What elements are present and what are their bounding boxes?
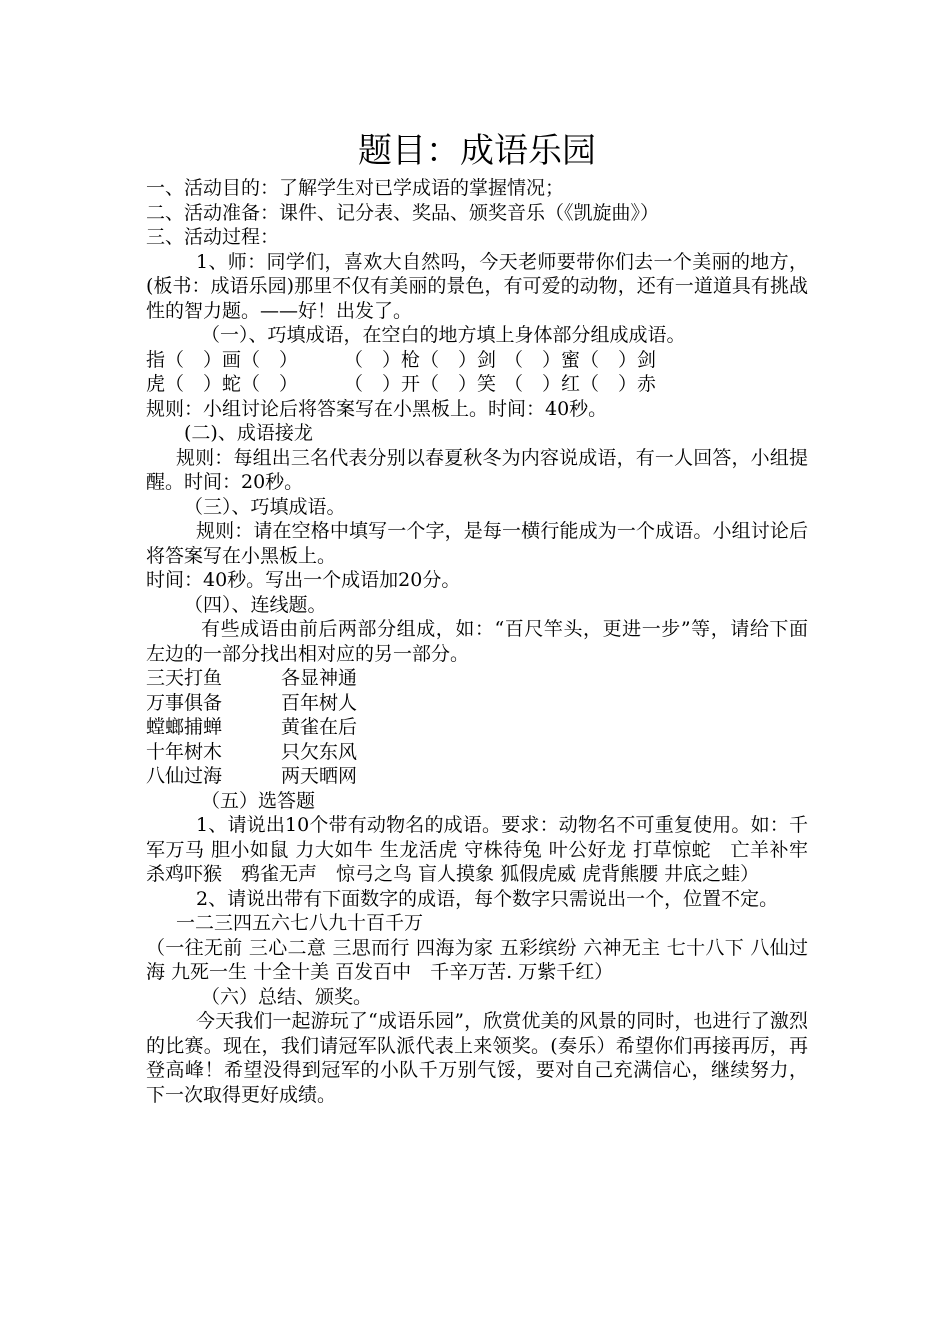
section3-title: （三）、巧填成语。 bbox=[184, 495, 346, 518]
section6-text: 今天我们一起游玩了“成语乐园”，欣赏优美的风景的同时，也进行了激烈的比赛。现在，我们请冠军队派代表上来领奖。(奏乐）希望你们再接再厉，再登高峰！希望没得到冠军的小队千万别气馁，要对自己充满信心，继续努力，下一次取得更好成绩。 bbox=[146, 1010, 808, 1106]
section5-question2: 2、请说出带有下面数字的成语，每个数字只需说出一个，位置不定。 bbox=[196, 887, 779, 910]
section1-row1 bbox=[146, 348, 808, 373]
blank-item: 指（ ）画（ ） bbox=[146, 348, 299, 371]
section4-title: （四）、连线题。 bbox=[184, 593, 327, 616]
match-right: 各显神通 bbox=[281, 667, 358, 689]
match-right: 两天晒网 bbox=[281, 765, 358, 787]
section6-title: （六）总结、颁奖。 bbox=[201, 985, 373, 1008]
match-left: 三天打鱼 bbox=[146, 667, 223, 689]
match-row bbox=[146, 764, 808, 789]
match-left: 十年树木 bbox=[146, 740, 223, 763]
document-page bbox=[146, 128, 828, 1107]
match-left: 八仙过海 bbox=[146, 765, 223, 787]
blank-item: 虎（ ）蛇（ ） bbox=[146, 373, 299, 395]
match-right: 黄雀在后 bbox=[281, 716, 358, 738]
blank-item: （ ）枪（ ）剑 bbox=[344, 348, 497, 371]
process-line: 三、活动过程： bbox=[146, 226, 280, 248]
match-right: 只欠东风 bbox=[281, 740, 358, 763]
intro-paragraph: 1、师：同学们，喜欢大自然吗，今天老师要带你们去一个美丽的地方，(板书：成语乐园)那里不仅有美丽的景色，有可爱的动物，还有一道道具有挑战性的智力题。——好！出发了。 bbox=[146, 250, 808, 322]
match-row bbox=[146, 715, 808, 740]
match-left: 万事俱备 bbox=[146, 691, 223, 714]
match-right: 百年树人 bbox=[281, 691, 358, 714]
section4-desc: 有些成语由前后两部分组成，如：“百尺竿头，更进一步”等，请给下面左边的一部分找出相对应的另一部分。 bbox=[146, 618, 808, 665]
blank-item: （ ）蜜（ ）剑 bbox=[504, 348, 657, 371]
page-title: 题目：成语乐园 bbox=[358, 131, 596, 171]
match-left: 螳螂捕蝉 bbox=[146, 716, 223, 738]
section2-title: (二)、成语接龙 bbox=[184, 422, 313, 444]
section3-time: 时间：40秒。写出一个成语加20分。 bbox=[146, 569, 461, 591]
prep-line: 二、活动准备：课件、记分表、奖品、颁奖音乐（《凯旋曲》） bbox=[146, 201, 660, 224]
match-row bbox=[146, 740, 808, 765]
section5-numbers: 一二三四五六七八九十百千万 bbox=[176, 912, 424, 934]
section1-rule: 规则：小组讨论后将答案写在小黑板上。时间：40秒。 bbox=[146, 397, 608, 420]
section1-row2 bbox=[146, 372, 808, 397]
section5-title: （五）选答题 bbox=[201, 789, 316, 812]
section5-question1: 1、请说出10个带有动物名的成语。要求：动物名不可重复使用。如：千军万马 胆小如鼠 力大如牛 生龙活虎 守株待兔 叶公好龙 打草惊蛇 亡羊补牢 杀鸡吓猴 鸦雀无声 惊弓之鸟 盲人摸象 狐假虎威 虎背熊腰 井底之蛙） bbox=[146, 814, 828, 885]
section3-rule: 规则：请在空格中填写一个字，是每一横行能成为一个成语。小组讨论后将答案写在小黑板上。 bbox=[146, 520, 808, 567]
section1-title: （一）、巧填成语，在空白的地方填上身体部分组成成语。 bbox=[201, 324, 686, 346]
section2-rule: 规则：每组出三名代表分别以春夏秋冬为内容说成语，有一人回答，小组提醒。时间：20秒。 bbox=[146, 446, 808, 493]
match-row bbox=[146, 666, 808, 691]
purpose-line: 一、活动目的：了解学生对已学成语的掌握情况； bbox=[146, 177, 565, 199]
match-row bbox=[146, 691, 808, 716]
blank-item: （ ）红（ ）赤 bbox=[504, 373, 657, 395]
section5-examples: （一往无前 三心二意 三思而行 四海为家 五彩缤纷 六神无主 七十八下 八仙过海 九死一生 十全十美 百发百中 千辛万苦. 万紫千红） bbox=[146, 936, 808, 983]
blank-item: （ ）开（ ）笑 bbox=[344, 373, 497, 395]
